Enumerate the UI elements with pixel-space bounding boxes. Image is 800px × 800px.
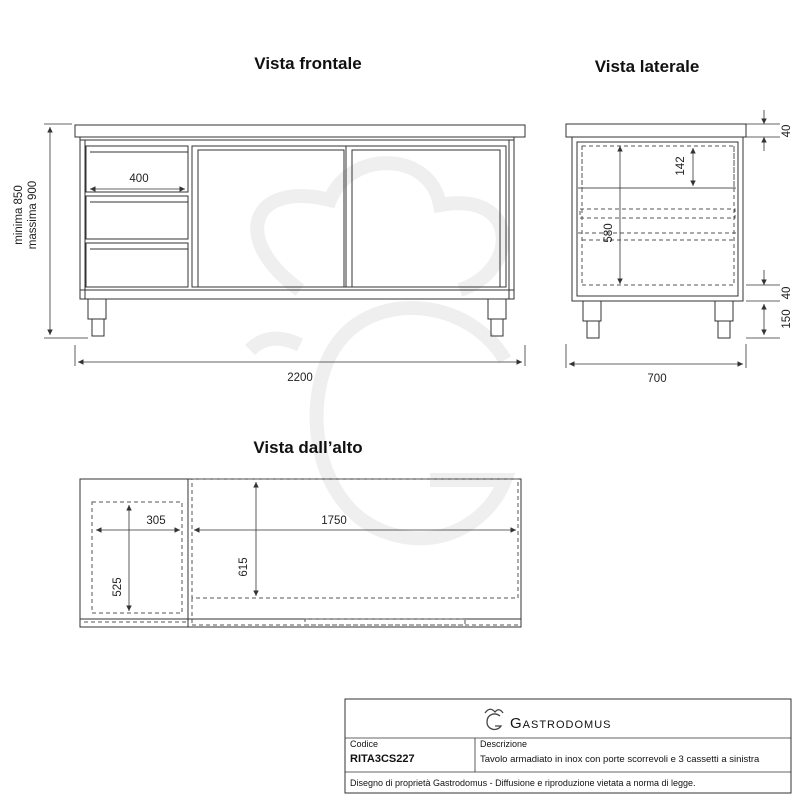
side-base-gap: 40 bbox=[781, 286, 793, 300]
top-outline bbox=[80, 479, 521, 627]
front-worktop bbox=[75, 125, 525, 137]
top-door-width: 1750 bbox=[321, 515, 347, 527]
side-legs bbox=[583, 301, 733, 338]
front-drawer-width: 400 bbox=[129, 173, 149, 185]
top-view bbox=[80, 479, 521, 627]
top-door-depth: 615 bbox=[238, 557, 250, 577]
code-label: Codice bbox=[350, 739, 379, 749]
top-door-area bbox=[192, 479, 518, 598]
side-hidden-lines bbox=[578, 146, 737, 285]
code-value: RITA3CS227 bbox=[350, 753, 415, 765]
top-view-title: Vista dall’alto bbox=[253, 438, 363, 457]
drawer-1 bbox=[86, 146, 188, 192]
top-drawer-width: 305 bbox=[146, 515, 166, 527]
drawer-stack bbox=[86, 146, 188, 287]
top-dimensions bbox=[96, 482, 516, 611]
side-top-thickness: 40 bbox=[781, 124, 793, 138]
front-dimensions bbox=[44, 124, 525, 366]
property-notice: Disegno di proprietà Gastrodomus - Diffusione e riproduzione vietata a norma di legge. bbox=[350, 778, 696, 788]
side-body bbox=[572, 137, 743, 301]
top-hidden-lines bbox=[84, 479, 518, 625]
side-inner-height: 580 bbox=[603, 223, 615, 243]
side-shelf-gap: 142 bbox=[675, 156, 687, 176]
title-block bbox=[345, 699, 791, 793]
side-total-depth: 700 bbox=[647, 373, 667, 385]
watermark-logo bbox=[250, 163, 505, 538]
side-view-title: Vista laterale bbox=[594, 57, 700, 76]
front-height-min: minima 850 bbox=[13, 185, 25, 245]
drawer-3 bbox=[86, 243, 188, 287]
front-total-width: 2200 bbox=[287, 372, 313, 384]
side-leg-height: 150 bbox=[781, 309, 793, 329]
description-value: Tavolo armadiato in inox con porte scorrevoli e 3 cassetti a sinistra bbox=[480, 754, 760, 765]
front-height-max: massima 900 bbox=[27, 180, 39, 250]
description-label: Descrizione bbox=[480, 739, 528, 749]
side-worktop bbox=[566, 124, 746, 137]
side-dimensions bbox=[566, 110, 780, 368]
front-view bbox=[75, 125, 525, 336]
front-view-title: Vista frontale bbox=[254, 54, 362, 73]
top-drawer-outline bbox=[92, 502, 182, 613]
front-body bbox=[80, 137, 514, 299]
top-drawer-depth: 525 bbox=[112, 577, 124, 597]
brand-name: Gastrodomus bbox=[510, 715, 612, 732]
side-view bbox=[566, 124, 746, 338]
